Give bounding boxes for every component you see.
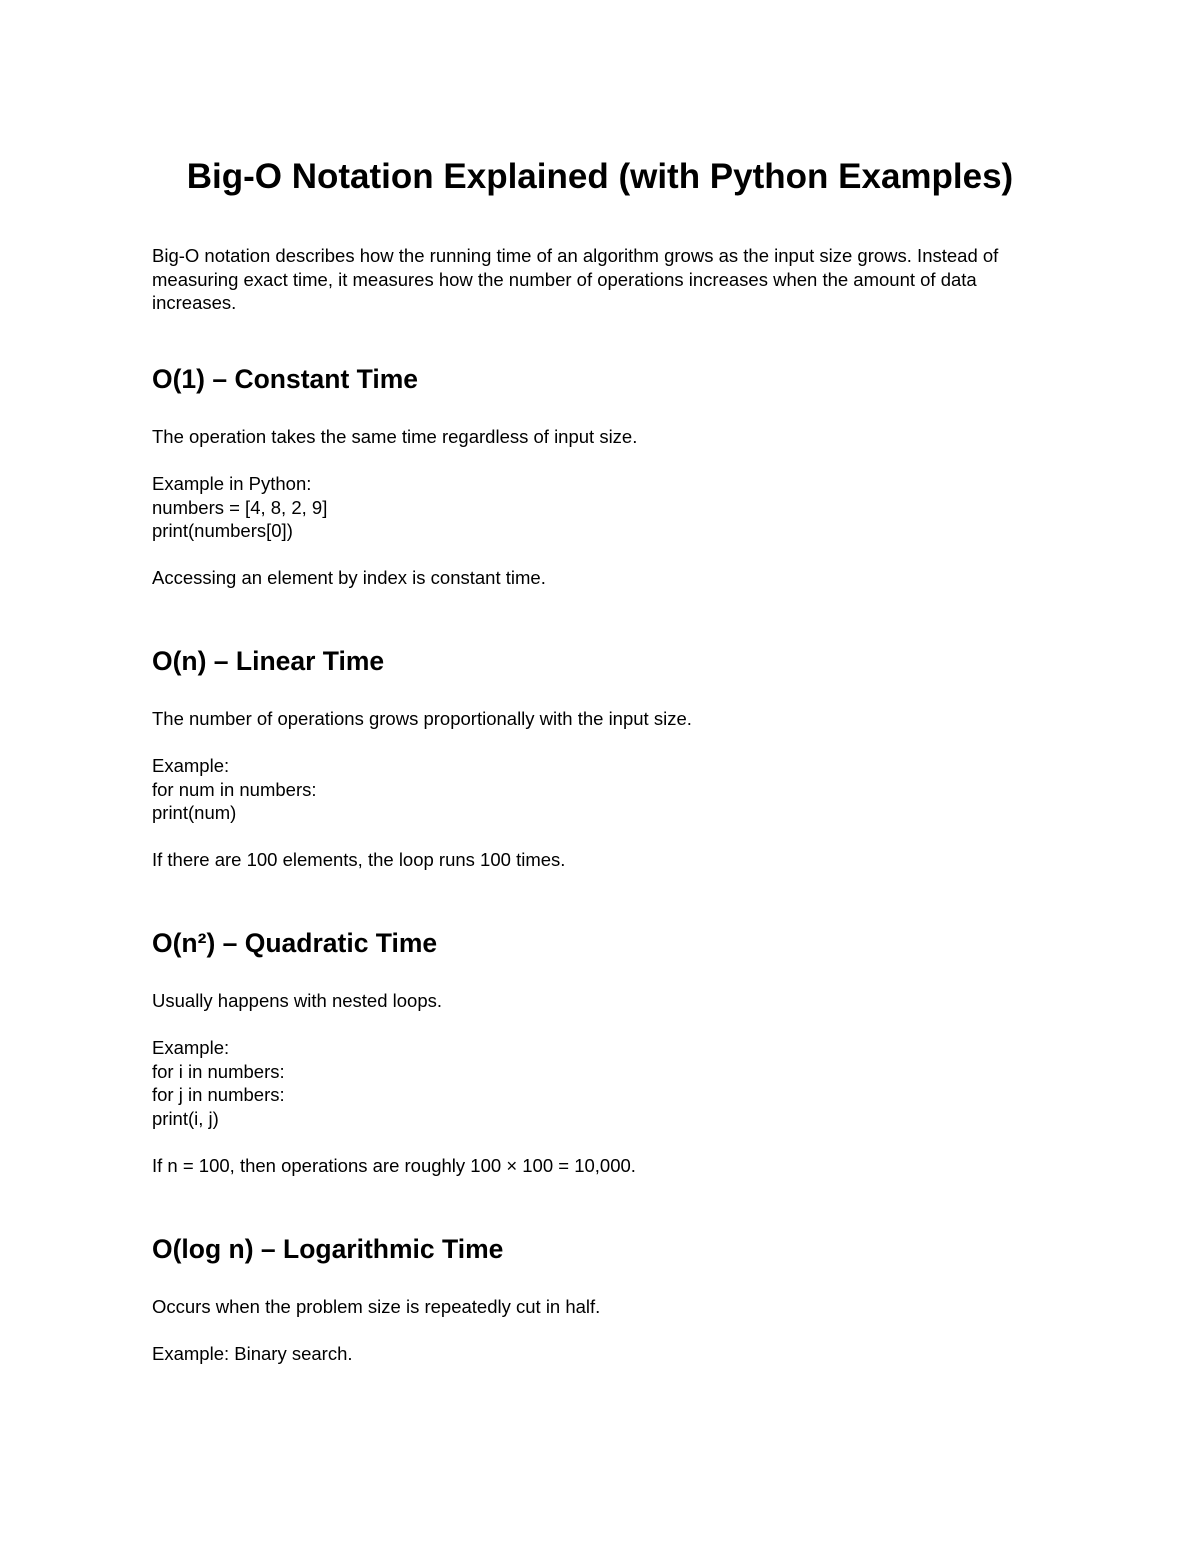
section-heading: O(log n) – Logarithmic Time (152, 1234, 504, 1264)
code-line: for j in numbers: (152, 1084, 285, 1105)
intro-paragraph: Big-O notation describes how the running time of an algorithm grows as the input size grows. Instead of measuring exact time, it measures how the number of operations increases when the amount of data increases. (152, 245, 999, 313)
example-label: Example: Binary search. (152, 1343, 353, 1364)
code-line: print(numbers[0]) (152, 520, 293, 541)
code-block (152, 778, 1052, 825)
example-label: Example in Python: (152, 473, 312, 494)
document-title: Big-O Notation Explained (with Python Examples) (186, 157, 1014, 196)
code-line: numbers = [4, 8, 2, 9] (152, 496, 328, 518)
section-heading: O(n) – Linear Time (152, 646, 385, 676)
code-line: print(num) (152, 802, 237, 823)
section-note: If there are 100 elements, the loop runs 100 times. (152, 849, 566, 870)
section-quadratic-time (152, 926, 1052, 1177)
section-logarithmic-time (152, 1232, 1052, 1366)
section-note: Accessing an element by index is constant time. (152, 567, 546, 588)
section-description: Occurs when the problem size is repeatedly cut in half. (152, 1296, 601, 1317)
example-label: Example: (152, 755, 230, 776)
section-note: If n = 100, then operations are roughly 100 × 100 = 10,000. (152, 1154, 636, 1176)
section-description: The operation takes the same time regardless of input size. (152, 426, 638, 447)
code-block (152, 1060, 1052, 1131)
section-heading: O(n²) – Quadratic Time (152, 928, 438, 958)
section-description: Usually happens with nested loops. (152, 990, 443, 1011)
section-linear-time (152, 644, 1052, 872)
section-heading: O(1) – Constant Time (152, 364, 419, 394)
section-description: The number of operations grows proportionally with the input size. (152, 708, 692, 729)
code-line: for num in numbers: (152, 778, 317, 800)
code-block (152, 496, 1052, 543)
code-line: for i in numbers: (152, 1060, 285, 1082)
section-constant-time (152, 362, 1052, 590)
example-label: Example: (152, 1037, 230, 1058)
code-line: print(i, j) (152, 1107, 219, 1129)
